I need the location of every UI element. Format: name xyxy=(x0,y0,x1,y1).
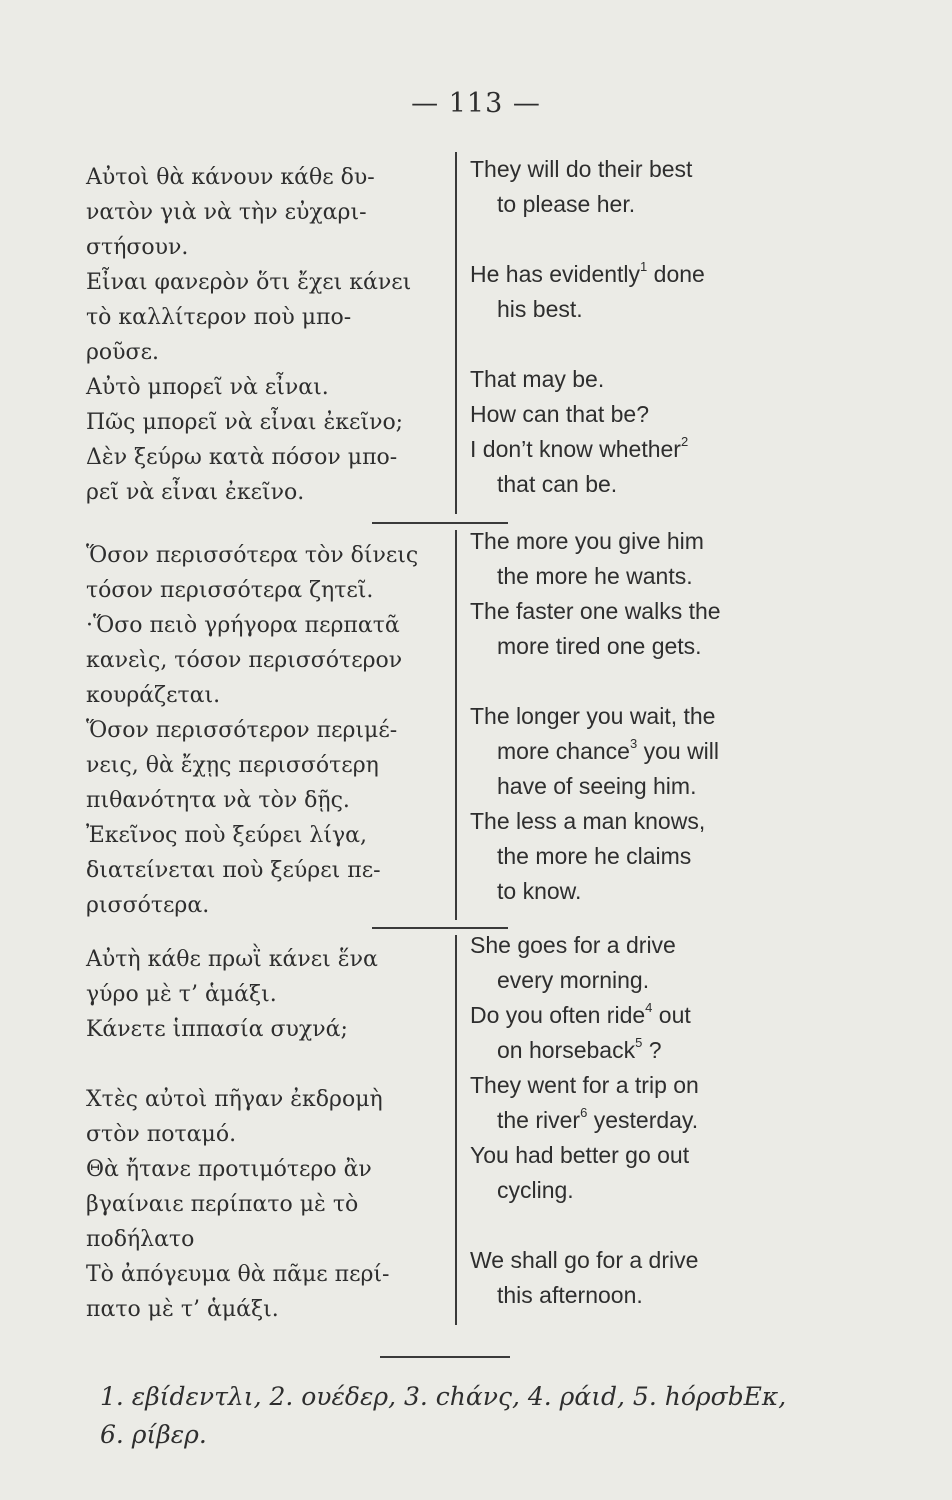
english-line xyxy=(470,292,810,327)
english-line-continuation: ? xyxy=(642,1037,662,1063)
english-line xyxy=(470,1278,810,1313)
english-line-text: They went for a trip on xyxy=(470,1072,699,1098)
english-line xyxy=(470,874,810,909)
greek-line xyxy=(86,1187,451,1222)
footnote-line: 1. εβίdεντλι, 2. ουέδερ, 3. chάνς, 4. ράιd, 5. hόρσbEκ, xyxy=(100,1382,787,1411)
english-line xyxy=(470,222,810,257)
english-column xyxy=(470,928,810,1313)
greek-line-text: κουράζεται. xyxy=(86,683,221,708)
english-line-text: How can that be? xyxy=(470,401,650,427)
greek-line-text: νεις, θὰ ἔχῃς περισσότερη xyxy=(86,753,379,778)
english-line xyxy=(470,362,810,397)
english-line-text: his best. xyxy=(497,296,583,322)
greek-line xyxy=(86,678,451,713)
greek-line-text: Δὲν ξεύρω κατὰ πόσον μπο- xyxy=(86,445,398,470)
greek-line xyxy=(86,888,451,923)
column-divider xyxy=(455,530,457,920)
greek-line xyxy=(86,195,451,230)
greek-line-text: Αὐτὸ μπορεῖ νὰ εἶναι. xyxy=(86,375,329,400)
english-line xyxy=(470,928,810,963)
english-line-text: this afternoon. xyxy=(497,1282,643,1308)
english-line xyxy=(470,1243,810,1278)
greek-line-text: στὸν ποταμό. xyxy=(86,1122,237,1147)
greek-line xyxy=(86,818,451,853)
english-line-text: The faster one walks the xyxy=(470,598,721,624)
english-column xyxy=(470,524,810,909)
english-line-text: have of seeing him. xyxy=(497,773,697,799)
greek-line xyxy=(86,853,451,888)
greek-line xyxy=(86,748,451,783)
english-line xyxy=(470,998,810,1033)
english-line-continuation: yesterday. xyxy=(587,1107,699,1133)
footnote-marker: 1 xyxy=(640,259,648,275)
greek-line-text: Τὸ ἀπόγευμα θὰ πᾶμε περί- xyxy=(86,1262,390,1287)
greek-line xyxy=(86,942,451,977)
greek-line xyxy=(86,1047,451,1082)
english-line xyxy=(470,524,810,559)
english-line-continuation: out xyxy=(652,1002,691,1028)
footnotes xyxy=(100,1378,840,1454)
greek-line-text: ρισσότερα. xyxy=(86,893,210,918)
greek-line xyxy=(86,573,451,608)
english-line xyxy=(470,769,810,804)
english-line-text: the river xyxy=(497,1107,581,1133)
english-column xyxy=(470,152,810,502)
english-line-text: more chance xyxy=(497,738,630,764)
greek-line xyxy=(86,300,451,335)
greek-line-text: Εἶναι φανερὸν ὅτι ἔχει κάνει xyxy=(86,270,412,295)
greek-line xyxy=(86,1082,451,1117)
greek-line-text: Χτὲς αὐτοὶ πῆγαν ἐκδρομὴ xyxy=(86,1087,383,1112)
greek-line xyxy=(86,977,451,1012)
column-divider xyxy=(455,152,457,514)
greek-line xyxy=(86,1222,451,1257)
english-line xyxy=(470,1173,810,1208)
english-line-text: They will do their best xyxy=(470,156,693,182)
greek-line-text: Αὐτὴ κάθε πρωῒ κάνει ἕνα xyxy=(86,947,378,972)
greek-line xyxy=(86,405,451,440)
english-line-text: The longer you wait, the xyxy=(470,703,716,729)
greek-line-text: Ἐκεῖνος ποὺ ξεύρει λίγα, xyxy=(86,823,367,848)
english-line xyxy=(470,1138,810,1173)
english-line-text: The less a man knows, xyxy=(470,808,706,834)
footnote-marker: 5 xyxy=(635,1035,643,1051)
english-line-text: That may be. xyxy=(470,366,605,392)
footnote-line: 6. ρίβερ. xyxy=(100,1420,207,1449)
page-number: — 113 — xyxy=(411,88,541,119)
english-line xyxy=(470,152,810,187)
greek-line-text: τὸ καλλίτερον ποὺ μπο- xyxy=(86,305,352,330)
greek-line xyxy=(86,370,451,405)
greek-column xyxy=(86,538,451,923)
english-line xyxy=(470,1208,810,1243)
footnote-marker: 6 xyxy=(580,1105,588,1121)
english-line-text: I don’t know whether xyxy=(470,436,681,462)
greek-line xyxy=(86,1292,451,1327)
english-line xyxy=(470,187,810,222)
english-line-text: on horseback xyxy=(497,1037,636,1063)
english-line-text: The more you give him xyxy=(470,528,704,554)
english-line xyxy=(470,804,810,839)
english-line xyxy=(470,839,810,874)
footnote-marker: 3 xyxy=(629,736,638,752)
english-line-text: He has evidently xyxy=(470,261,641,287)
english-line xyxy=(470,594,810,629)
english-line-text: You had better go out xyxy=(470,1142,690,1168)
english-line-text: She goes for a drive xyxy=(470,932,676,958)
greek-line xyxy=(86,1117,451,1152)
english-line-text: more tired one gets. xyxy=(497,633,702,659)
english-line xyxy=(470,699,810,734)
greek-line xyxy=(86,475,451,510)
english-line xyxy=(470,327,810,362)
greek-line xyxy=(86,783,451,818)
greek-line-text: Ὅσον περισσότερον περιμέ- xyxy=(86,718,398,743)
greek-line-text: νατὸν γιὰ νὰ τὴν εὐχαρι- xyxy=(86,200,367,225)
greek-line xyxy=(86,265,451,300)
greek-line-text: ·Ὅσο πειὸ γρήγορα περπατᾶ xyxy=(86,613,400,638)
english-line-text: the more he wants. xyxy=(497,563,693,589)
greek-line-text: πατο μὲ τ’ ἁμάξι. xyxy=(86,1297,279,1322)
english-line xyxy=(470,1068,810,1103)
greek-line-text: διατείνεται ποὺ ξεύρει πε- xyxy=(86,858,381,883)
english-line-continuation: you will xyxy=(637,738,720,764)
greek-line xyxy=(86,230,451,265)
greek-line-text: πιθανότητα νὰ τὸν δῇς. xyxy=(86,788,350,813)
greek-line xyxy=(86,713,451,748)
english-line-continuation: done xyxy=(647,261,705,287)
english-line xyxy=(470,1033,810,1068)
greek-line xyxy=(86,335,451,370)
english-line-text: Do you often ride xyxy=(470,1002,646,1028)
greek-line xyxy=(86,440,451,475)
footnote-marker: 4 xyxy=(645,1000,653,1016)
greek-line-text: γύρο μὲ τ’ ἁμάξι. xyxy=(86,982,277,1007)
greek-line-text: κανεὶς, τόσον περισσότερον xyxy=(86,648,403,673)
english-line-text: that can be. xyxy=(497,471,618,497)
greek-line xyxy=(86,160,451,195)
footnote-rule xyxy=(380,1356,510,1358)
english-line-text: every morning. xyxy=(497,967,650,993)
greek-line-text: στήσουν. xyxy=(86,235,189,260)
greek-line xyxy=(86,538,451,573)
english-line xyxy=(470,1103,810,1138)
english-line-text: to please her. xyxy=(497,191,636,217)
column-divider xyxy=(455,935,457,1325)
english-line-text: to know. xyxy=(497,878,582,904)
english-line xyxy=(470,629,810,664)
english-line xyxy=(470,397,810,432)
greek-line-text: ποδήλατο xyxy=(86,1227,195,1252)
greek-line-text: Ὅσον περισσότερα τὸν δίνεις xyxy=(86,543,419,568)
greek-line xyxy=(86,643,451,678)
greek-line-text: Κάνετε ἱππασία συχνά; xyxy=(86,1017,348,1042)
english-line xyxy=(470,963,810,998)
greek-column xyxy=(86,942,451,1327)
greek-column xyxy=(86,160,451,510)
greek-line-text: ροῦσε. xyxy=(86,340,159,365)
greek-line-text: Αὐτοὶ θὰ κάνουν κάθε δυ- xyxy=(86,165,375,190)
english-line xyxy=(470,664,810,699)
footnote-marker: 2 xyxy=(680,434,689,450)
greek-line xyxy=(86,1012,451,1047)
english-line xyxy=(470,559,810,594)
greek-line-text: τόσον περισσότερα ζητεῖ. xyxy=(86,578,374,603)
greek-line-text: βγαίναιε περίπατο μὲ τὸ xyxy=(86,1192,359,1217)
greek-line-text: Θὰ ἤτανε προτιμότερο ἂν xyxy=(86,1157,372,1182)
greek-line xyxy=(86,1152,451,1187)
english-line xyxy=(470,467,810,502)
greek-line-text: Πῶς μπορεῖ νὰ εἶναι ἐκεῖνο; xyxy=(86,410,404,435)
greek-line xyxy=(86,608,451,643)
greek-line-text: ρεῖ νὰ εἶναι ἐκεῖνο. xyxy=(86,480,305,505)
greek-line xyxy=(86,1257,451,1292)
english-line xyxy=(470,257,810,292)
english-line-text: We shall go for a drive xyxy=(470,1247,699,1273)
english-line xyxy=(470,432,810,467)
english-line xyxy=(470,734,810,769)
english-line-text: cycling. xyxy=(497,1177,574,1203)
english-line-text: the more he claims xyxy=(497,843,692,869)
